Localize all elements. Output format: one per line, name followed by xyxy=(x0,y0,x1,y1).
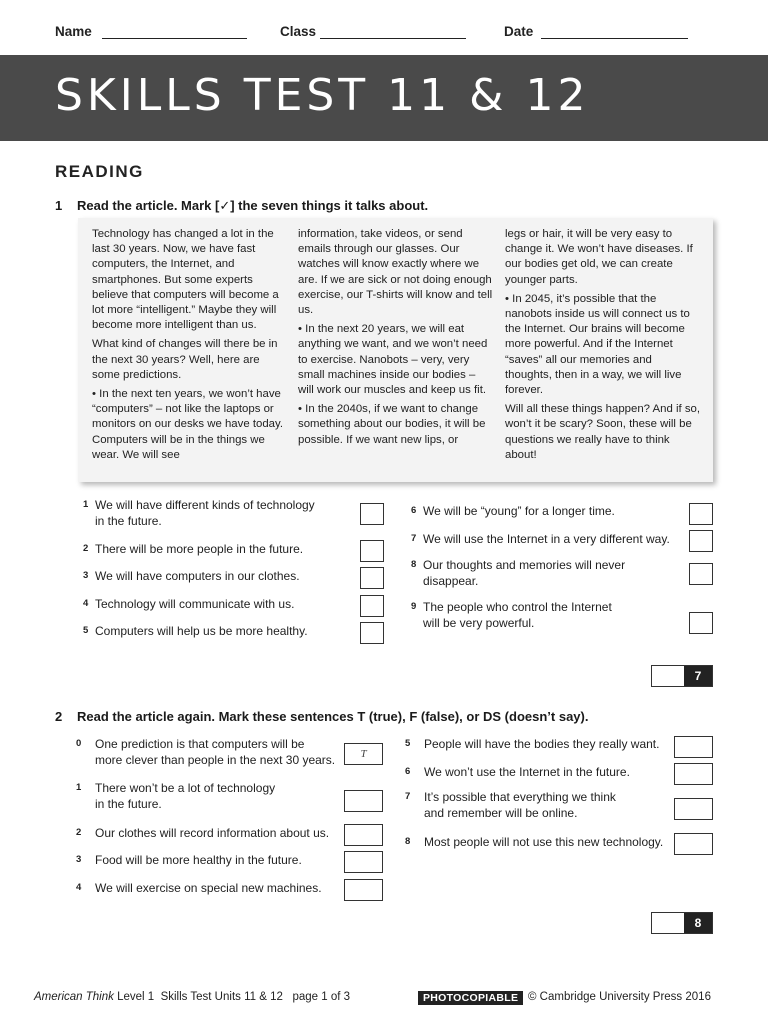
article-paragraph: • In the next 20 years, we will eat anything we want, and we won’t need to exercise. Nanobots – very, very small machines inside our bodies – will work our muscles and keep us fit. xyxy=(298,323,488,397)
item-number: 2 xyxy=(83,543,89,554)
item-text: We will exercise on special new machines. xyxy=(95,881,322,895)
item-number: 4 xyxy=(76,882,82,893)
item-number: 9 xyxy=(411,601,417,612)
date-label: Date xyxy=(504,24,534,39)
q1-score-total: 7 xyxy=(684,666,712,686)
q2-answer-box-5[interactable] xyxy=(674,736,713,758)
article-paragraph: information, take videos, or send emails through our glasses. Our watches will know exactly where we are. If we are sick or not doing enough exercise, our T-shirts will know and tell us. xyxy=(298,228,493,317)
footer-book-title: American Think xyxy=(34,991,114,1003)
q1-checkbox-8[interactable] xyxy=(689,563,713,585)
item-number: 0 xyxy=(76,738,82,749)
item-number: 3 xyxy=(83,570,89,581)
item-text: Food will be more healthy in the future. xyxy=(95,853,302,867)
item-text: will be very powerful. xyxy=(423,616,535,630)
q2-answer-box-6[interactable] xyxy=(674,763,713,785)
article-paragraph: Will all these things happen? And if so, won’t it be scary? Soon, these will be questions we really have to think about! xyxy=(505,403,701,461)
item-text: in the future. xyxy=(95,514,162,528)
question-2-instruction: Read the article again. Mark these sentences T (true), F (false), or DS (doesn’t say). xyxy=(77,709,589,724)
copyright-text: © Cambridge University Press 2016 xyxy=(528,991,711,1003)
question-2-number: 2 xyxy=(55,709,63,724)
q2-answer-box-7[interactable] xyxy=(674,798,713,820)
q2-answer-box-3[interactable] xyxy=(344,851,383,873)
q1-checkbox-3[interactable] xyxy=(360,567,384,589)
item-text: We will use the Internet in a very different way. xyxy=(423,532,670,546)
item-text: People will have the bodies they really want. xyxy=(424,737,660,751)
question-1-instruction: Read the article. Mark [✓] the seven things it talks about. xyxy=(77,198,429,213)
article-box xyxy=(78,218,713,482)
q2-answer-box-2[interactable] xyxy=(344,824,383,846)
item-text: Our thoughts and memories will never xyxy=(423,558,626,572)
article-paragraph: • In the next ten years, we won’t have “computers” – not like the laptops or monitors on our desks we have today. Computers will be in the things we wear. We will see xyxy=(92,388,283,461)
item-number: 5 xyxy=(83,625,89,636)
example-answer: T xyxy=(360,748,367,760)
q1-checkbox-4[interactable] xyxy=(360,595,384,617)
item-number: 4 xyxy=(83,598,89,609)
article-column-1 xyxy=(92,227,288,467)
item-text: It’s possible that everything we think xyxy=(424,790,616,804)
item-text: We will be “young” for a longer time. xyxy=(423,504,615,518)
item-text: There won’t be a lot of technology xyxy=(95,781,276,795)
item-text: The people who control the Internet xyxy=(423,600,612,614)
item-text: Computers will help us be more healthy. xyxy=(95,624,308,638)
item-text: Technology will communicate with us. xyxy=(95,597,295,611)
q1-checkbox-9[interactable] xyxy=(689,612,713,634)
article-column-2 xyxy=(298,227,494,452)
footer xyxy=(34,991,350,1003)
page-title: SKILLS TEST 11 & 12 xyxy=(55,70,590,121)
name-field[interactable] xyxy=(102,38,247,39)
item-number: 6 xyxy=(405,766,411,777)
q2-answer-box-1[interactable] xyxy=(344,790,383,812)
item-text: and remember will be online. xyxy=(424,806,578,820)
item-text: Our clothes will record information about us. xyxy=(95,826,330,840)
title-banner xyxy=(0,55,768,141)
q2-answer-box-4[interactable] xyxy=(344,879,383,901)
item-text: We will have different kinds of technology xyxy=(95,498,315,512)
item-text: disappear. xyxy=(423,574,479,588)
item-number: 2 xyxy=(76,827,82,838)
item-text: Most people will not use this new technology. xyxy=(424,835,664,849)
item-number: 1 xyxy=(76,782,82,793)
class-label: Class xyxy=(280,24,317,39)
q2-score-box[interactable] xyxy=(651,912,713,934)
q1-checkbox-5[interactable] xyxy=(360,622,384,644)
question-1-number: 1 xyxy=(55,198,63,213)
footer-page-number: page 1 of 3 xyxy=(292,991,351,1003)
q2-answer-box-8[interactable] xyxy=(674,833,713,855)
q1-checkbox-6[interactable] xyxy=(689,503,713,525)
item-text: We will have computers in our clothes. xyxy=(95,569,300,583)
item-text: more clever than people in the next 30 years. xyxy=(95,753,336,767)
item-number: 7 xyxy=(411,533,417,544)
item-number: 8 xyxy=(405,836,411,847)
article-paragraph: What kind of changes will there be in the next 30 years? Well, here are some predictions. xyxy=(92,338,278,381)
section-title: READING xyxy=(55,162,144,181)
name-label: Name xyxy=(55,24,92,39)
q1-checkbox-1[interactable] xyxy=(360,503,384,525)
q1-checkbox-2[interactable] xyxy=(360,540,384,562)
q2-score-total: 8 xyxy=(684,913,712,933)
class-field[interactable] xyxy=(320,38,466,39)
photocopiable-badge: PHOTOCOPIABLE xyxy=(418,991,523,1005)
q1-checkbox-7[interactable] xyxy=(689,530,713,552)
item-number: 6 xyxy=(411,505,417,516)
q2-answer-box-0[interactable] xyxy=(344,743,383,765)
item-number: 3 xyxy=(76,854,82,865)
article-paragraph: legs or hair, it will be very easy to change it. We won’t have diseases. If our bodies get old, we can create younger parts. xyxy=(505,228,693,286)
item-text: We won’t use the Internet in the future. xyxy=(424,765,630,779)
item-number: 1 xyxy=(83,499,89,510)
item-number: 7 xyxy=(405,791,411,802)
article-paragraph: Technology has changed a lot in the last 30 years. Now, we have fast computers, the Internet, and smartphones. But some experts believe that computers will become a lot more “intelligent.” Maybe they will become more intelligent than us. xyxy=(92,228,279,332)
footer-test-name: Skills Test Units 11 & 12 xyxy=(160,991,283,1003)
footer-level: Level 1 xyxy=(117,991,155,1003)
article-column-3 xyxy=(505,227,701,467)
item-number: 8 xyxy=(411,559,417,570)
date-field[interactable] xyxy=(541,38,688,39)
item-text: There will be more people in the future. xyxy=(95,542,304,556)
item-number: 5 xyxy=(405,738,411,749)
item-text: in the future. xyxy=(95,797,162,811)
q1-score-box[interactable] xyxy=(651,665,713,687)
article-paragraph: • In 2045, it’s possible that the nanobots inside us will connect us to the Internet. Our brains will become more powerful. And if the Internet “saves” all our memories and thoughts, then in a way, we will live forever. xyxy=(505,292,690,397)
article-paragraph: • In the 2040s, if we want to change something about our bodies, it will be possible. If we want new lips, or xyxy=(298,403,486,446)
item-text: One prediction is that computers will be xyxy=(95,737,305,751)
